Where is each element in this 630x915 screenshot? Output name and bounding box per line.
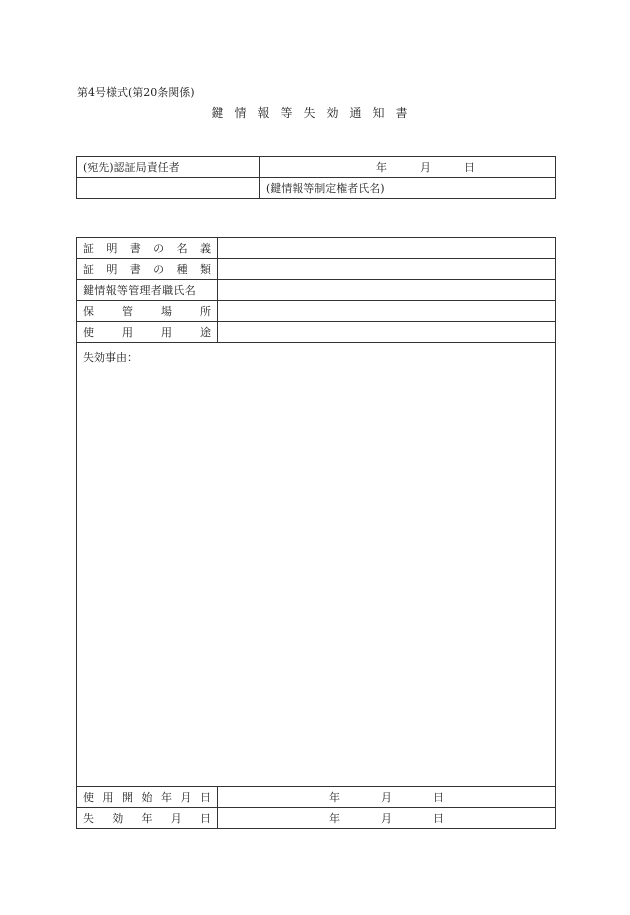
storage-location-label: 保 管 場 所	[77, 301, 218, 322]
date-day-label: 日	[464, 161, 475, 174]
revocation-reason-label: 失効事由：	[83, 351, 138, 364]
key-manager-name-label: 鍵情報等管理者職氏名	[77, 280, 218, 301]
key-manager-name-value[interactable]	[218, 280, 556, 301]
certificate-type-label: 証 明 書 の 種 類	[77, 259, 218, 280]
certificate-type-value[interactable]	[218, 259, 556, 280]
date-month-label: 月	[420, 161, 431, 174]
addressee-table	[76, 156, 556, 199]
date-year-label: 年	[376, 161, 387, 174]
holder-name-label: (鍵情報等制定権者氏名)	[260, 178, 556, 199]
certificate-holder-value[interactable]	[218, 238, 556, 259]
document-title: 鍵情報等失効通知書	[211, 106, 419, 120]
usage-purpose-value[interactable]	[218, 322, 556, 343]
usage-start-date-value[interactable]: 年 月 日	[218, 787, 556, 808]
revocation-reason-field[interactable]	[77, 343, 556, 787]
addressee-label: (宛先)認証局責任者	[77, 157, 260, 178]
usage-start-date-label: 使 用 開 始 年 月 日	[77, 787, 218, 808]
storage-location-value[interactable]	[218, 301, 556, 322]
addressee-blank-cell	[77, 178, 260, 199]
certificate-holder-label: 証 明 書 の 名 義	[77, 238, 218, 259]
revocation-date-value[interactable]: 年 月 日	[218, 808, 556, 829]
certificate-info-table	[76, 237, 556, 829]
revocation-date-label: 失 効 年 月 日	[77, 808, 218, 829]
submission-date[interactable]	[260, 157, 556, 178]
usage-purpose-label: 使 用 用 途	[77, 322, 218, 343]
form-number: 第4号様式(第20条関係)	[77, 86, 195, 99]
